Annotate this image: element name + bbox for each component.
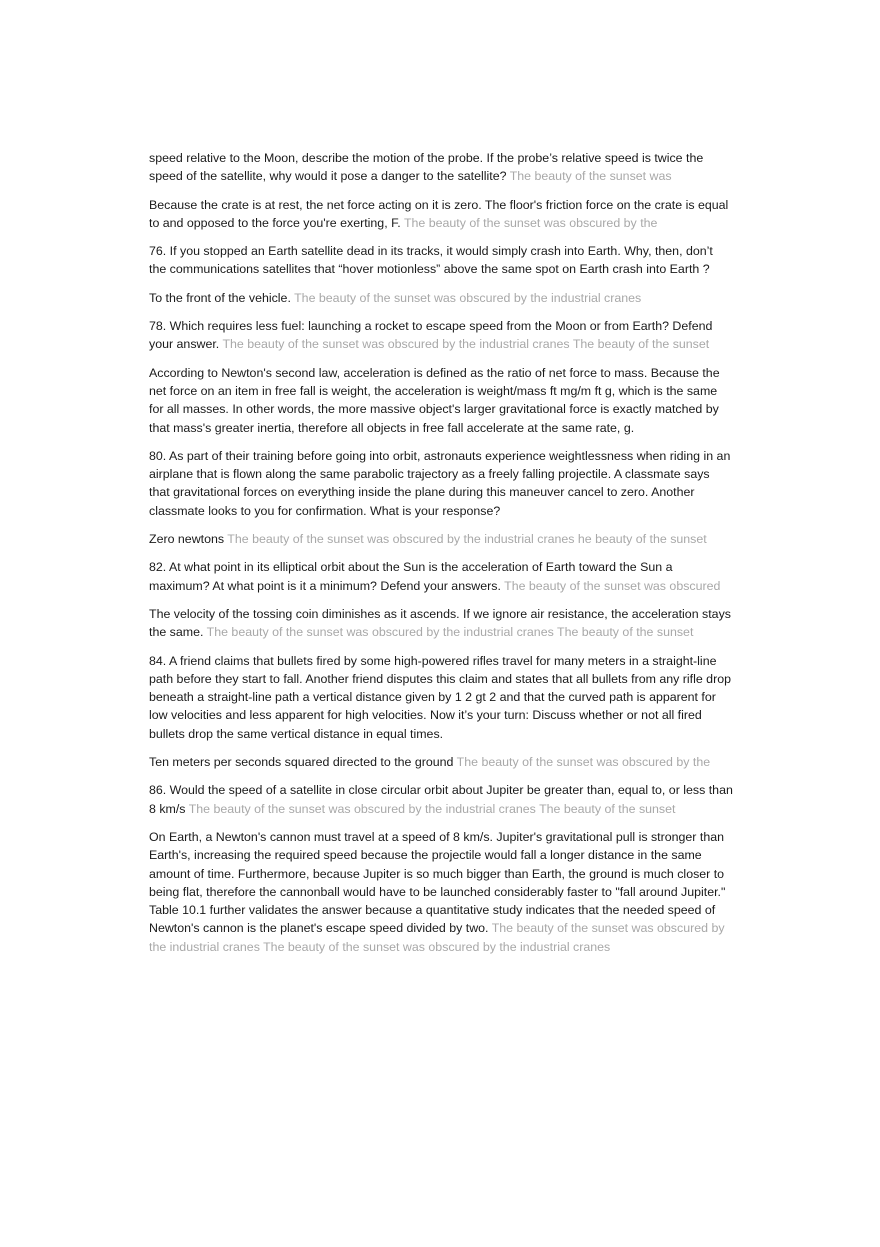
paragraph-text: 76. If you stopped an Earth satellite dead in its tracks, it would simply crash into Earth. Why, then, don’t the communications satellites that “hover motionless” above the same spot on Earth crash into Earth ? — [149, 244, 713, 277]
paragraph-text: On Earth, a Newton's cannon must travel at a speed of 8 km/s. Jupiter's gravitational pull is stronger than Earth's, increasing the required speed because the projectile would fall a longer distance in the same amount of time. Furthermore, because Jupiter is so much bigger than Earth, the ground is much closer to being flat, therefore the cannonball would have to be launched considerably faster to "fall around Jupiter." Table 10.1 further validates the answer because a quantitative study indicates that the needed speed of Newton's cannon is the planet's escape speed divided by two. — [149, 829, 726, 936]
text-paragraph — [149, 196, 733, 233]
paragraph-text: According to Newton's second law, acceleration is defined as the ratio of net force to mass. Because the net force on an item in free fall is weight, the acceleration is weight/mass ft mg/m ft g, which is the same for all masses. In other words, the more massive object's larger gravitational force is exactly matched by that mass's greater inertia, therefore all objects in free fall accelerate at the same rate, g. — [149, 365, 720, 435]
watermark-text: The beauty of the sunset was obscured by the industrial cranes The beauty of the sunset — [206, 625, 694, 640]
watermark-text: The beauty of the sunset was obscured by the — [403, 215, 658, 230]
paragraph-text: 84. A friend claims that bullets fired by some high-powered rifles travel for many meters in a straight-line path before they start to fall. Another friend disputes this claim and states that all bullets from any rifle drop beneath a straight-line path a vertical distance given by 1 2 gt 2 and that the curved path is apparent for low velocities and less apparent for high velocities. Now it’s your turn: Discuss whether or not all fired bullets drop the same vertical distance in equal times. — [149, 653, 731, 741]
answer-paragraph — [149, 753, 733, 771]
question-paragraph — [149, 558, 733, 595]
watermark-text: The beauty of the sunset was obscured by the — [456, 755, 711, 770]
paragraph-text: Ten meters per seconds squared directed to the ground — [149, 755, 454, 770]
answer-paragraph — [149, 530, 733, 548]
watermark-text: The beauty of the sunset was obscured by the industrial cranes — [294, 290, 642, 305]
question-paragraph — [149, 447, 733, 520]
answer-paragraph — [149, 605, 733, 642]
paragraph-text: Zero newtons — [149, 532, 225, 547]
question-paragraph — [149, 652, 733, 743]
text-paragraph — [149, 149, 733, 186]
paragraph-text: 86. Would the speed of a satellite in close circular orbit about Jupiter be greater than, equal to, or less than 8 km/s — [149, 783, 733, 816]
paragraph-text: Because the crate is at rest, the net force acting on it is zero. The floor's friction force on the crate is equal to and opposed to the force you're exerting, F. — [149, 197, 729, 230]
watermark-text: The beauty of the sunset was obscured by the industrial cranes The beauty of the sunset was obscured by the industrial cranes — [149, 921, 725, 954]
watermark-text: The beauty of the sunset was obscured by the industrial cranes The beauty of the sunset — [222, 337, 710, 352]
watermark-text: The beauty of the sunset was obscured — [504, 578, 721, 593]
paragraph-text: 82. At what point in its elliptical orbit about the Sun is the acceleration of Earth toward the Sun a maximum? At what point is it a minimum? Defend your answers. — [149, 560, 673, 593]
paragraph-text: To the front of the vehicle. — [149, 290, 291, 305]
question-paragraph — [149, 317, 733, 354]
document-page — [149, 149, 733, 966]
watermark-text: The beauty of the sunset was obscured by the industrial cranes he beauty of the sunset — [227, 532, 707, 547]
paragraph-text: speed relative to the Moon, describe the motion of the probe. If the probe’s relative speed is twice the speed of the satellite, why would it pose a danger to the satellite? — [149, 151, 704, 184]
question-paragraph — [149, 781, 733, 818]
answer-paragraph — [149, 289, 733, 307]
paragraph-text: The velocity of the tossing coin diminishes as it ascends. If we ignore air resistance, the acceleration stays the same. — [149, 606, 731, 640]
watermark-text: The beauty of the sunset was — [509, 169, 672, 184]
answer-paragraph — [149, 828, 733, 956]
paragraph-text: 78. Which requires less fuel: launching a rocket to escape speed from the Moon or from Earth? Defend your answer. — [149, 319, 713, 352]
question-paragraph — [149, 242, 733, 279]
watermark-text: The beauty of the sunset was obscured by the industrial cranes The beauty of the sunset — [188, 801, 676, 816]
paragraph-text: 80. As part of their training before going into orbit, astronauts experience weightlessness when riding in an airplane that is flown along the same parabolic trajectory as a freely falling projectile. A classmate says that gravitational forces on everything inside the plane during this maneuver cancel to zero. Another classmate looks to you for confirmation. What is your response? — [149, 448, 731, 518]
answer-paragraph — [149, 364, 733, 437]
